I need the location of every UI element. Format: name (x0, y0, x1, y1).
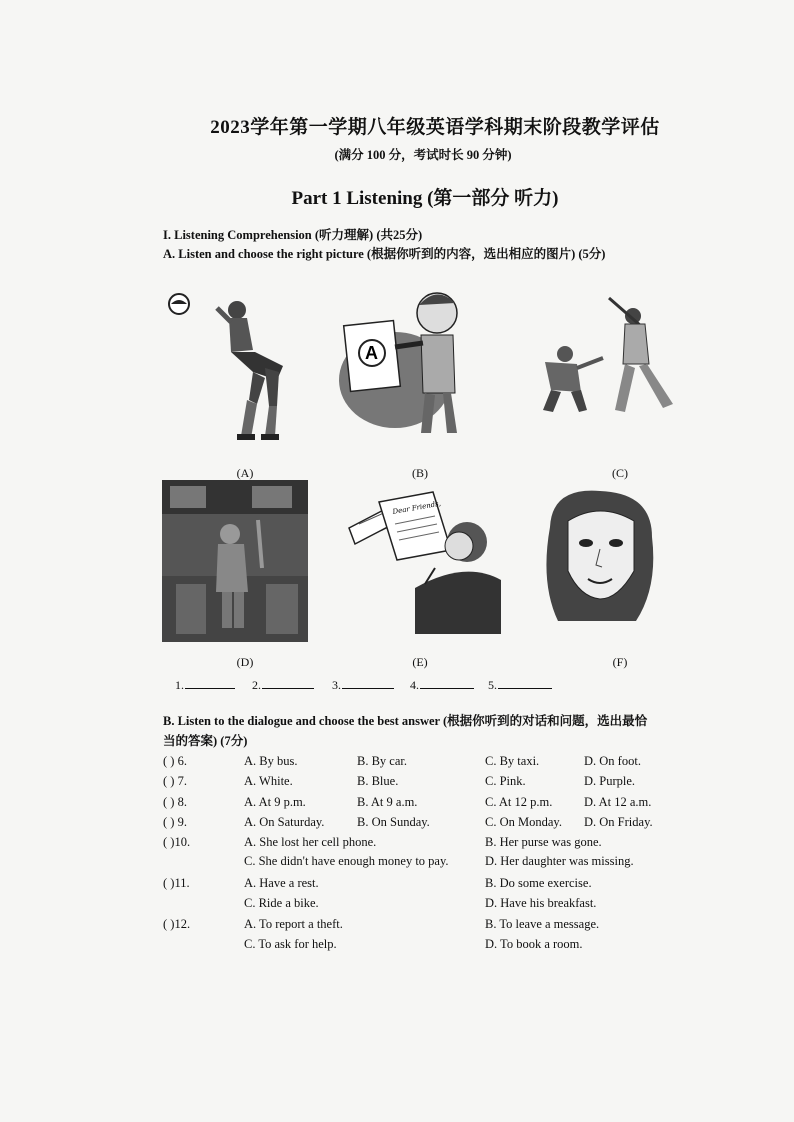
blank-number: 2. (252, 678, 261, 692)
option-c: C. By taxi. (485, 754, 540, 768)
option-b: B. Do some exercise. (485, 876, 592, 890)
picture-d-label: (D) (236, 655, 254, 669)
blank-number: 5. (488, 678, 497, 692)
picture-d-kitchen (162, 480, 308, 642)
exam-title: 2023学年第一学期八年级英语学科期末阶段教学评估 (210, 117, 660, 138)
option-b: B. On Sunday. (357, 815, 430, 829)
answer-blank-4[interactable] (410, 678, 474, 693)
option-b: B. At 9 a.m. (357, 795, 418, 809)
option-b: B. Blue. (357, 774, 399, 788)
answer-blank-3[interactable] (332, 678, 394, 693)
picture-b-label: (B) (412, 466, 428, 480)
question-number[interactable]: ( ) 6. (163, 754, 187, 768)
option-a: A. White. (244, 774, 293, 788)
question-number[interactable]: ( )11. (163, 876, 190, 890)
option-b: B. By car. (357, 754, 407, 768)
option-d: D. Her daughter was missing. (485, 854, 634, 868)
question-number[interactable]: ( ) 9. (163, 815, 187, 829)
part-heading: Part 1 Listening (第一部分 听力) (291, 188, 559, 209)
exam-subtitle: (满分 100 分，考试时长 90 分钟) (334, 148, 512, 162)
option-b: B. To leave a message. (485, 917, 600, 931)
picture-a-label: (A) (236, 466, 254, 480)
option-d: D. At 12 a.m. (584, 795, 652, 809)
option-c: C. Pink. (485, 774, 526, 788)
option-b: B. Her purse was gone. (485, 835, 602, 849)
question-number[interactable]: ( )10. (163, 835, 191, 849)
answer-blank-1[interactable] (175, 678, 235, 693)
option-a: A. She lost her cell phone. (244, 835, 377, 849)
section-b-heading-line2: 当的答案) (7分) (163, 734, 248, 748)
option-d: D. On Friday. (584, 815, 653, 829)
blank-number: 1. (175, 678, 184, 692)
option-d: D. To book a room. (485, 937, 583, 951)
answer-blank-2[interactable] (252, 678, 314, 693)
question-number[interactable]: ( ) 8. (163, 795, 187, 809)
answer-blank-5[interactable] (488, 678, 552, 693)
picture-c-label: (C) (612, 466, 628, 480)
option-c: C. On Monday. (485, 815, 562, 829)
option-a: A. Have a rest. (244, 876, 319, 890)
option-a: A. On Saturday. (244, 815, 325, 829)
blank-number: 4. (410, 678, 419, 692)
option-c: C. She didn't have enough money to pay. (244, 854, 449, 868)
section-a-heading: A. Listen and choose the right picture (根据你听到的内容，选出相应的图片) (5分) (163, 247, 606, 261)
section-b-heading-line1: B. Listen to the dialogue and choose the best answer (根据你听到的对话和问题，选出最恰 (163, 714, 648, 728)
picture-f-woman (540, 487, 660, 623)
option-a: A. By bus. (244, 754, 298, 768)
option-c: C. At 12 p.m. (485, 795, 553, 809)
option-a: A. At 9 p.m. (244, 795, 306, 809)
picture-e-girl-writing (345, 488, 505, 634)
svg-text:A: A (365, 343, 378, 363)
option-d: D. Have his breakfast. (485, 896, 597, 910)
option-d: D. Purple. (584, 774, 636, 788)
option-d: D. On foot. (584, 754, 641, 768)
question-number[interactable]: ( ) 7. (163, 774, 187, 788)
picture-b-boy-grade (335, 285, 470, 445)
section-i-heading: I. Listening Comprehension (听力理解) (共25分) (163, 228, 423, 242)
question-number[interactable]: ( )12. (163, 917, 191, 931)
picture-c-baseball (525, 292, 685, 422)
option-c: C. To ask for help. (244, 937, 337, 951)
picture-a-volleyball (165, 288, 305, 448)
blank-number: 3. (332, 678, 341, 692)
option-c: C. Ride a bike. (244, 896, 319, 910)
option-a: A. To report a theft. (244, 917, 343, 931)
letter-greeting-text: Dear Friends, (391, 499, 442, 516)
picture-e-label: (E) (412, 655, 428, 669)
picture-f-label: (F) (612, 655, 628, 669)
